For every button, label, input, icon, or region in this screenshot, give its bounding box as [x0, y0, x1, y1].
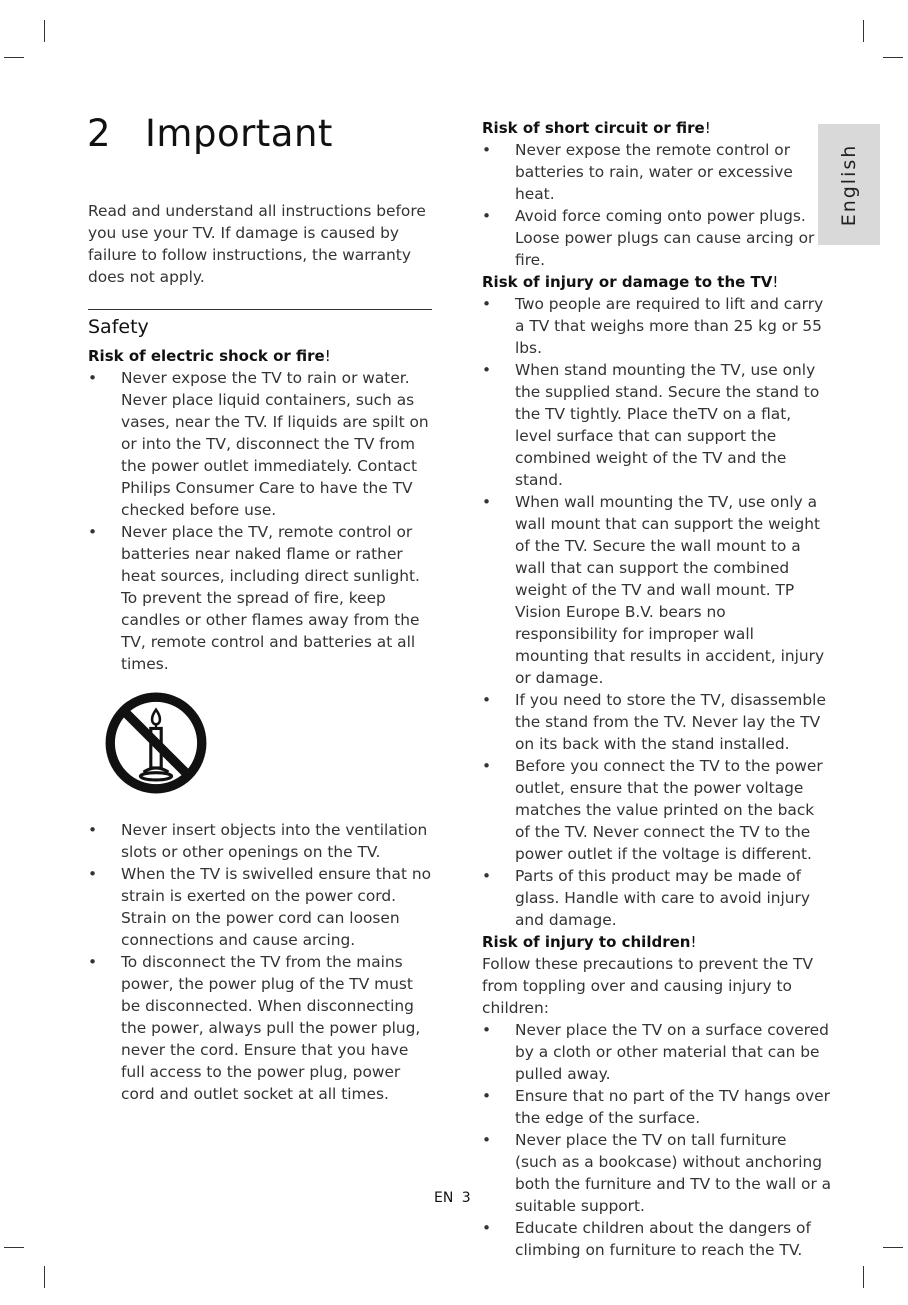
shock-list-continued: [88, 819, 432, 1105]
injury-heading: [482, 271, 832, 293]
shock-list: [88, 367, 432, 587]
list-item: • Never place the TV on tall furniture (such as a bookcase) without anchoring both the furniture and TV to the wall or a suitable support.: [482, 1129, 832, 1217]
short-circuit-heading-bang: !: [704, 119, 711, 137]
left-column: [88, 200, 432, 1105]
list-item: • When wall mounting the TV, use only a wall mount that can support the weight of the TV. Secure the wall mount to a wall that can support the combined weight of the TV and wall mount. TP Vision Europe B.V. bears no responsibility for improper wall mounting that results in accident, injury or damage.: [482, 491, 832, 689]
language-tab-label: English: [838, 143, 860, 226]
crop-mark: [883, 1247, 903, 1248]
crop-mark: [883, 57, 903, 58]
right-column: [482, 117, 832, 1261]
short-circuit-heading: [482, 117, 832, 139]
page-number: 3: [461, 1190, 471, 1206]
footer-lang-code: EN: [434, 1190, 454, 1206]
list-item: • Never place the TV, remote control or batteries near naked flame or rather heat sources, including direct sunlight.: [88, 521, 432, 587]
list-item: • Before you connect the TV to the power outlet, ensure that the power voltage matches the value printed on the back of the TV. Never connect the TV to the power outlet if the voltage is different.: [482, 755, 832, 865]
children-heading: [482, 931, 832, 953]
no-candles-icon: [104, 691, 208, 795]
list-item: • If you need to store the TV, disassemble the stand from the TV. Never lay the TV on its back with the stand installed.: [482, 689, 832, 755]
page-footer: [434, 1190, 471, 1206]
crop-mark: [4, 1247, 24, 1248]
fire-prevention-note: To prevent the spread of fire, keep candles or other flames away from the TV, remote control and batteries at all times.: [121, 589, 420, 673]
injury-heading-text: Risk of injury or damage to the TV: [482, 273, 773, 291]
injury-list: [482, 293, 832, 931]
list-item: • Educate children about the dangers of climbing on furniture to reach the TV.: [482, 1217, 832, 1261]
shock-heading-text: Risk of electric shock or fire: [88, 347, 325, 365]
list-item: • To disconnect the TV from the mains power, the power plug of the TV must be disconnected. When disconnecting the power, always pull the power plug, never the cord. Ensure that you have full access to the power plug, power cord and outlet socket at all times.: [88, 951, 432, 1105]
crop-mark: [863, 1266, 864, 1288]
crop-mark: [863, 20, 864, 42]
chapter-name: Important: [145, 112, 333, 155]
children-heading-text: Risk of injury to children: [482, 933, 691, 951]
intro-paragraph: Read and understand all instructions before you use your TV. If damage is caused by failure to follow instructions, the warranty does not apply.: [88, 202, 426, 286]
list-item: • Never place the TV on a surface covered by a cloth or other material that can be pulled away.: [482, 1019, 832, 1085]
list-item: • Never expose the TV to rain or water. Never place liquid containers, such as vases, near the TV. If liquids are spilt on or into the TV, disconnect the TV from the power outlet immediately. Contact Philips Consumer Care to have the TV checked before use.: [88, 367, 432, 521]
children-list: [482, 1019, 832, 1261]
safety-heading: Safety: [88, 316, 149, 338]
short-circuit-heading-text: Risk of short circuit or fire: [482, 119, 705, 137]
list-item: • Never insert objects into the ventilation slots or other openings on the TV.: [88, 819, 432, 863]
section-rule: [88, 309, 432, 310]
short-circuit-list: [482, 139, 832, 271]
list-item: • Parts of this product may be made of glass. Handle with care to avoid injury and damage.: [482, 865, 832, 931]
list-item: • When stand mounting the TV, use only the supplied stand. Secure the stand to the TV tightly. Place theTV on a flat, level surface that can support the combined weight of the TV and the stand.: [482, 359, 832, 491]
list-item: • Ensure that no part of the TV hangs over the edge of the surface.: [482, 1085, 832, 1129]
list-item: • When the TV is swivelled ensure that no strain is exerted on the power cord. Strain on the power cord can loosen connections and cause arcing.: [88, 863, 432, 951]
children-intro: Follow these precautions to prevent the TV from toppling over and causing injury to children:: [482, 955, 813, 1017]
shock-heading-bang: !: [324, 347, 331, 365]
crop-mark: [44, 1266, 45, 1288]
injury-heading-bang: !: [772, 273, 779, 291]
chapter-title: [87, 112, 333, 155]
crop-mark: [44, 20, 45, 42]
shock-heading: [88, 345, 432, 367]
children-heading-bang: !: [690, 933, 697, 951]
list-item: • Never expose the remote control or batteries to rain, water or excessive heat.: [482, 139, 832, 205]
list-item: • Two people are required to lift and carry a TV that weighs more than 25 kg or 55 lbs.: [482, 293, 832, 359]
list-item: • Avoid force coming onto power plugs. Loose power plugs can cause arcing or fire.: [482, 205, 832, 271]
chapter-number: 2: [87, 112, 112, 155]
crop-mark: [4, 57, 24, 58]
